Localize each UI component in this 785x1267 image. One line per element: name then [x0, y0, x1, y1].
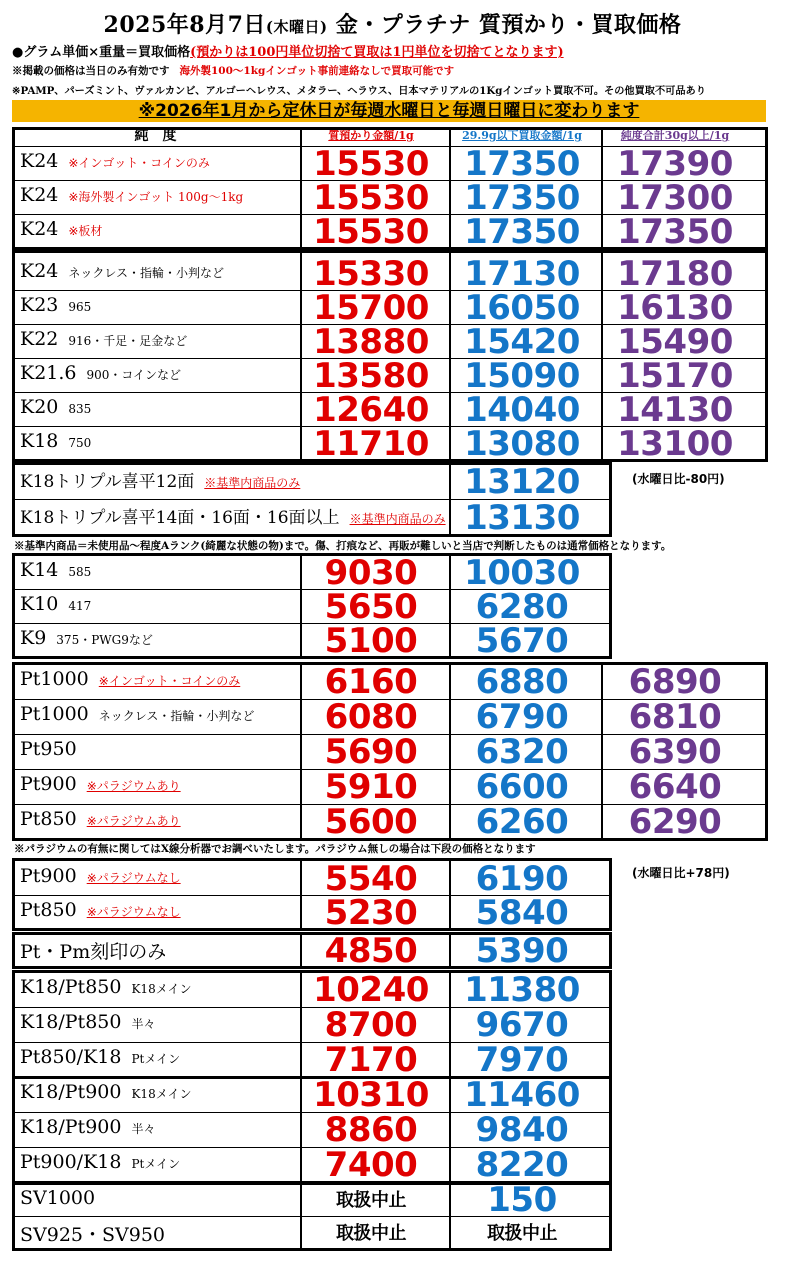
price-row [14, 144, 768, 184]
buy-price: 6880 [475, 662, 569, 702]
purity-name: K10 [20, 593, 59, 615]
pawn-price: 15530 [313, 144, 429, 184]
purity-name: Pt1000 [20, 668, 89, 690]
buy-price: 13130 [464, 498, 580, 538]
purity-detail: Ptメイン [131, 1157, 181, 1171]
purity-name: K23 [20, 294, 59, 316]
item-note: ※パラジウムなし [86, 905, 181, 919]
buy-price: 13120 [464, 462, 580, 502]
purity-detail: Ptメイン [131, 1052, 181, 1066]
buy-price: 9840 [475, 1110, 569, 1150]
price-row [14, 322, 768, 362]
purity-label [20, 294, 91, 316]
pawn-price: 5690 [324, 732, 418, 772]
purity-label [20, 1046, 180, 1068]
purity-label [20, 1187, 95, 1209]
purity-detail: 916・千足・足金など [68, 334, 188, 348]
pawn-price: 5600 [324, 802, 418, 842]
buy-price: 9670 [475, 1005, 569, 1045]
price-row [14, 732, 768, 772]
purity-detail: K18メイン [131, 982, 192, 996]
price-row [14, 390, 768, 430]
pawn-price: 5100 [324, 621, 418, 661]
price-row [14, 767, 768, 807]
price-row [14, 1075, 612, 1115]
purity-name: Pt・Pm刻印のみ [20, 941, 167, 963]
purity-label [20, 328, 187, 350]
purity-name: Pt850 [20, 899, 77, 921]
purity-detail: K18メイン [131, 1087, 192, 1101]
price-row [14, 1005, 612, 1045]
buy-price: 14040 [464, 390, 580, 430]
buy-price: 8220 [475, 1145, 569, 1185]
price-row [14, 178, 768, 218]
pawn-price: 15700 [313, 288, 429, 328]
buy-price: 10030 [464, 553, 580, 593]
item-note: ※パラジウムあり [86, 814, 181, 828]
buy-price: 6790 [475, 697, 569, 737]
buy-price: 150 [487, 1180, 557, 1220]
pawn-price: 10240 [313, 970, 429, 1010]
purity-label [20, 808, 181, 830]
purity-name: K18 [20, 430, 59, 452]
buy30-price: 17390 [617, 144, 733, 184]
purity-name: K24 [20, 150, 59, 172]
purity-label [20, 627, 153, 649]
buy30-price: 6640 [628, 767, 722, 807]
purity-name: K9 [20, 627, 47, 649]
pawn-price: 5910 [324, 767, 418, 807]
price-row [14, 931, 612, 971]
purity-name: K20 [20, 396, 59, 418]
purity-detail: 750 [68, 436, 92, 450]
buy-price: 13080 [464, 424, 580, 464]
price-row [14, 662, 768, 702]
pawn-price: 5230 [324, 893, 418, 933]
purity-name: SV1000 [20, 1187, 96, 1209]
pawn-price: 取扱中止 [336, 1190, 406, 1211]
buy-price: 16050 [464, 288, 580, 328]
purity-label [20, 865, 181, 887]
item-note: ※基準内商品のみ [204, 476, 301, 490]
price-row [14, 802, 768, 842]
price-row [14, 697, 768, 737]
ingot-exclusion-note: ※PAMP、パーズミント、ヴァルカンビ、アルゴーヘレウス、メタラー、ヘラウス、日本マテリアルの1Kgインゴット買取不可。その他買取不可品あり [12, 85, 706, 97]
pawn-price: 15530 [313, 212, 429, 252]
pawn-price: 12640 [313, 390, 429, 430]
purity-label [20, 396, 91, 418]
purity-name: Pt1000 [20, 703, 89, 725]
purity-label [20, 218, 102, 240]
buy-price: 6320 [475, 732, 569, 772]
price-row [14, 1110, 612, 1150]
item-note: ※インゴット・コインのみ [98, 674, 241, 688]
buy-price: 11380 [464, 970, 580, 1010]
buy-price: 6280 [475, 587, 569, 627]
pawn-price: 10310 [313, 1075, 429, 1115]
purity-name: K21.6 [20, 362, 77, 384]
pawn-price: 5540 [324, 859, 418, 899]
purity-detail: 585 [68, 565, 92, 579]
purity-label [20, 703, 254, 725]
purity-label [20, 1116, 155, 1138]
purity-name: Pt850/K18 [20, 1046, 122, 1068]
item-note: ※パラジウムあり [86, 779, 181, 793]
col-header-purity: 純 度 [134, 128, 177, 144]
pawn-price: 6080 [324, 697, 418, 737]
price-row [14, 621, 612, 661]
pawn-price: 6160 [324, 662, 418, 702]
price-row [14, 859, 612, 899]
purity-name: Pt900/K18 [20, 1151, 122, 1173]
purity-label [20, 937, 166, 964]
purity-label [20, 430, 91, 452]
price-row [14, 553, 612, 593]
buy-price: 17350 [464, 144, 580, 184]
purity-label [20, 976, 191, 998]
col-header-buy30: 純度合計30g以上/1g [620, 129, 730, 142]
purity-name: K24 [20, 260, 59, 282]
price-row [14, 1180, 612, 1220]
col-header-buy: 29.9g以下買取金額/1g [462, 129, 582, 142]
purity-label [20, 184, 243, 206]
buy-price: 15420 [464, 322, 580, 362]
purity-name: Pt900 [20, 865, 77, 887]
pawn-price: 11710 [313, 424, 429, 464]
purity-name: K18トリプル喜平12面 [20, 472, 195, 492]
purity-name: Pt850 [20, 808, 77, 830]
price-row [14, 1216, 612, 1249]
purity-label [20, 150, 210, 172]
purity-name: Pt900 [20, 773, 77, 795]
buy30-price: 6290 [628, 802, 722, 842]
price-row [14, 212, 768, 252]
pawn-price: 4850 [324, 931, 418, 971]
pawn-price: 13580 [313, 356, 429, 396]
purity-label [20, 1011, 155, 1033]
purity-label [20, 738, 77, 760]
purity-name: K18/Pt850 [20, 976, 122, 998]
pawn-price: 15330 [313, 254, 429, 294]
purity-label [20, 260, 224, 282]
purity-detail: ネックレス・指輪・小判など [98, 709, 255, 723]
item-note: ※海外製インゴット 100g～1kg [68, 190, 244, 204]
buy30-price: 14130 [617, 390, 733, 430]
buy30-price: 6390 [628, 732, 722, 772]
price-row [14, 288, 768, 328]
purity-name: K24 [20, 184, 59, 206]
purity-label [20, 1151, 180, 1173]
buy-price: 17130 [464, 254, 580, 294]
buy-price: 6260 [475, 802, 569, 842]
purity-name: K18/Pt900 [20, 1116, 122, 1138]
buy30-price: 16130 [617, 288, 733, 328]
buy30-price: 13100 [617, 424, 733, 464]
buy-price: 15090 [464, 356, 580, 396]
item-note: ※基準内商品のみ [349, 512, 446, 526]
pawn-price: 7170 [324, 1040, 418, 1080]
price-row [14, 1040, 612, 1080]
purity-name: SV925・SV950 [20, 1224, 166, 1246]
purity-label [20, 668, 240, 690]
purity-detail: 半々 [131, 1017, 156, 1031]
purity-label [20, 899, 181, 921]
pawn-price: 13880 [313, 322, 429, 362]
purity-detail: 半々 [131, 1122, 156, 1136]
purity-label [20, 559, 91, 581]
purity-detail: 835 [68, 402, 92, 416]
purity-name: K18/Pt900 [20, 1081, 122, 1103]
buy-price: 6600 [475, 767, 569, 807]
purity-detail: 900・コインなど [86, 368, 182, 382]
purity-name: K18トリプル喜平14面・16面・16面以上 [20, 508, 340, 528]
buy-price: 取扱中止 [487, 1223, 557, 1244]
purity-label [20, 362, 181, 384]
pawn-price: 15530 [313, 178, 429, 218]
buy30-price: 15490 [617, 322, 733, 362]
item-note: ※板材 [68, 224, 103, 238]
purity-label [20, 593, 91, 615]
buy-price: 17350 [464, 178, 580, 218]
buy-price: 17350 [464, 212, 580, 252]
purity-label [20, 1220, 165, 1247]
pawn-price: 8860 [324, 1110, 418, 1150]
col-header-pawn: 質預かり金額/1g [328, 129, 414, 142]
page-title: 2025年8月7日(木曜日) 金・プラチナ 質預かり・買取価格 [103, 12, 682, 38]
pawn-price: 取扱中止 [336, 1223, 406, 1244]
purity-name: K14 [20, 559, 59, 581]
price-row [14, 1145, 612, 1185]
price-row [14, 462, 612, 502]
palladium-footnote: ※パラジウムの有無に関してはX線分析器でお調べいたします。パラジウム無しの場合は下段の価格となります [14, 843, 536, 855]
buy30-price: 15170 [617, 356, 733, 396]
wednesday-diff-pt: (水曜日比+78円) [632, 866, 730, 880]
item-note: ※パラジウムなし [86, 871, 181, 885]
price-row [14, 356, 768, 396]
holiday-banner: ※2026年1月から定休日が毎週水曜日と毎週日曜日に変わります [12, 100, 766, 122]
buy-price: 5670 [475, 621, 569, 661]
purity-label [20, 1081, 191, 1103]
buy30-price: 6890 [628, 662, 722, 702]
purity-name: K18/Pt850 [20, 1011, 122, 1033]
price-row [14, 587, 612, 627]
pawn-price: 5650 [324, 587, 418, 627]
purity-name: K22 [20, 328, 59, 350]
buy30-price: 17350 [617, 212, 733, 252]
buy-price: 5390 [475, 931, 569, 971]
purity-detail: 417 [68, 599, 92, 613]
price-row [14, 893, 612, 933]
purity-name: K24 [20, 218, 59, 240]
buy-price: 5840 [475, 893, 569, 933]
wednesday-diff-gold: (水曜日比-80円) [632, 472, 725, 486]
buy-price: 7970 [475, 1040, 569, 1080]
item-note: ※インゴット・コインのみ [68, 156, 210, 170]
pawn-price: 9030 [324, 553, 418, 593]
purity-detail: ネックレス・指輪・小判など [68, 266, 225, 280]
purity-detail: 375・PWG9など [56, 633, 153, 647]
price-row [14, 424, 768, 464]
buy-price: 11460 [464, 1075, 580, 1115]
buy-price: 6190 [475, 859, 569, 899]
pawn-price: 7400 [324, 1145, 418, 1185]
purity-label [20, 467, 300, 492]
purity-detail: 965 [68, 300, 92, 314]
pawn-price: 8700 [324, 1005, 418, 1045]
purity-name: Pt950 [20, 738, 77, 760]
buy30-price: 17300 [617, 178, 733, 218]
purity-label [20, 503, 446, 528]
buy30-price: 6810 [628, 697, 722, 737]
validity-note: ※掲載の価格は当日のみ有効です 海外製100～1kgインゴット事前連絡なしで買取可能です [12, 65, 455, 77]
price-row [14, 254, 768, 294]
price-formula-note: ●グラム単価×重量＝買取価格(預かりは100円単位切捨て買取は1円単位を切捨てとなります) [12, 45, 564, 60]
kijun-footnote: ※基準内商品＝未使用品～程度Aランク(綺麗な状態の物)まで。傷、打痕など、再販が難しいと当店で判断したものは通常価格となります。 [14, 540, 672, 552]
buy30-price: 17180 [617, 254, 733, 294]
price-row [14, 498, 612, 538]
purity-label [20, 773, 181, 795]
price-row [14, 970, 612, 1010]
